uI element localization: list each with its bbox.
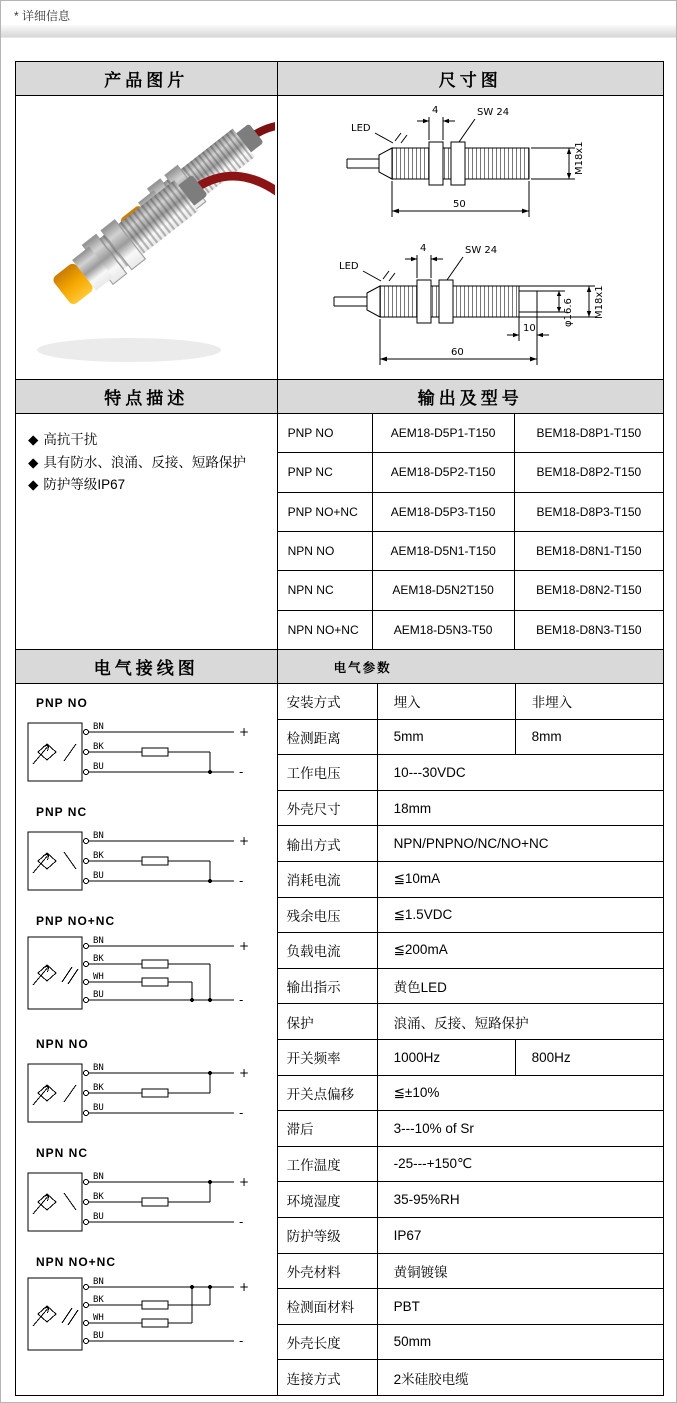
page-title: * 详细信息	[14, 9, 71, 23]
param-row	[278, 1254, 663, 1290]
product-photo-image	[17, 98, 275, 378]
dim-nut-width-label: 4	[419, 242, 427, 254]
param-value-1: ≦1.5VDC	[393, 906, 453, 922]
param-row	[278, 826, 663, 862]
param-row	[278, 1289, 663, 1325]
model-number-a: AEM18-D5N1-T150	[373, 532, 515, 570]
wire-label: BK	[93, 1295, 104, 1305]
param-value-1: NPN/PNPNO/NC/NO+NC	[393, 836, 549, 852]
wiring-svg	[24, 712, 266, 790]
dim-nut-width-label: 4	[431, 104, 439, 116]
model-number-a: AEM18-D5N2T150	[373, 571, 515, 609]
diamond-bullet-icon: ◆	[28, 454, 39, 470]
wire-label: BK	[93, 1083, 104, 1093]
load-resistor	[142, 978, 168, 986]
feature-item	[28, 430, 267, 450]
dim-thread-label: M18x1	[593, 284, 605, 319]
param-label: 输出方式	[278, 826, 378, 861]
feature-text: 高抗干扰	[43, 432, 98, 447]
param-label: 连接方式	[278, 1360, 378, 1395]
load-resistor	[142, 1301, 168, 1309]
wire-label: BK	[93, 851, 104, 861]
wiring-svg	[24, 1271, 266, 1363]
photo-dimension-row	[16, 96, 664, 380]
wire-label: BU	[93, 990, 104, 1000]
wiring-diagram	[24, 1255, 273, 1368]
param-value-1: 3---10% of Sr	[393, 1120, 474, 1136]
spec-table	[15, 61, 664, 1396]
param-label: 输出指示	[278, 969, 378, 1004]
model-number-b: BEM18-D8P1-T150	[536, 426, 642, 441]
param-row	[278, 684, 663, 720]
polarity-label: +	[239, 1280, 250, 1294]
load-resistor	[142, 857, 168, 865]
header-output-models: 输出及型号	[278, 380, 664, 414]
param-value-2: 800Hz	[531, 1049, 571, 1065]
feature-item	[28, 475, 267, 495]
model-output-type: NPN NO	[278, 532, 373, 570]
polarity-label: -	[239, 1106, 244, 1120]
divider-strip	[1, 25, 676, 38]
param-value-1: 35-95%RH	[393, 1192, 460, 1208]
wire-label: BN	[93, 1172, 104, 1182]
model-row	[278, 611, 663, 649]
wire-label: BN	[93, 831, 104, 841]
wiring-svg	[24, 821, 266, 899]
wire-label: BK	[93, 1192, 104, 1202]
load-resistor	[142, 748, 168, 756]
header-row-3	[16, 650, 664, 684]
model-number-b: BEM18-D8N1-T150	[536, 544, 642, 559]
param-label: 工作电压	[278, 755, 378, 790]
wiring-diagram	[24, 805, 273, 904]
param-row	[278, 862, 663, 898]
wiring-diagram	[24, 1037, 273, 1136]
wiring-params-row	[16, 684, 664, 1396]
param-value-1: 50mm	[393, 1334, 432, 1350]
load-resistor	[142, 1319, 168, 1327]
wire-label: WH	[93, 972, 104, 982]
wiring-diagram-title: PNP NO	[36, 696, 88, 710]
wire-label: BU	[93, 1103, 104, 1113]
model-number-a: AEM18-D5P3-T150	[373, 493, 515, 531]
feature-text: 防护等级IP67	[43, 477, 126, 493]
wire-label: BK	[93, 954, 104, 964]
feature-item	[28, 453, 267, 473]
param-value-1: 浪涌、反接、短路保护	[393, 1015, 529, 1031]
dim-led-label: LED	[350, 122, 371, 134]
load-resistor	[142, 1198, 168, 1206]
model-number-b: BEM18-D8P3-T150	[536, 504, 642, 519]
model-row	[278, 493, 663, 532]
param-label: 消耗电流	[278, 862, 378, 897]
wiring-diagram-title: PNP NC	[36, 805, 88, 819]
output-models-table	[278, 414, 664, 650]
param-row	[278, 898, 663, 934]
wiring-svg	[24, 930, 266, 1022]
param-label: 检测距离	[278, 720, 378, 755]
param-row	[278, 1111, 663, 1147]
model-number-a: AEM18-D5P1-T150	[373, 414, 515, 452]
param-label: 开关点偏移	[278, 1076, 378, 1111]
polarity-label: +	[239, 725, 250, 739]
wiring-diagram-title: NPN NC	[36, 1146, 89, 1160]
header-product-image: 产品图片	[16, 62, 278, 96]
polarity-label: +	[239, 1175, 250, 1189]
wire-label: BN	[93, 936, 104, 946]
param-label: 工作温度	[278, 1147, 378, 1182]
polarity-label: +	[239, 834, 250, 848]
param-value-2: 8mm	[531, 729, 562, 745]
param-label: 防护等级	[278, 1218, 378, 1253]
param-row	[278, 933, 663, 969]
param-row	[278, 1147, 663, 1183]
model-number-b: BEM18-D8N3-T150	[536, 622, 642, 637]
wire-label: BK	[93, 742, 104, 752]
wiring-diagram-title: NPN NO	[36, 1037, 89, 1051]
param-label: 残余电压	[278, 898, 378, 933]
model-row	[278, 453, 663, 492]
wiring-diagram-title: NPN NO+NC	[36, 1255, 117, 1269]
param-row	[278, 1360, 663, 1395]
model-number-a: AEM18-D5N3-T50	[373, 611, 515, 649]
header-electrical-params: 电气参数	[278, 650, 664, 684]
model-number-a: AEM18-D5P2-T150	[373, 453, 515, 491]
polarity-label: -	[239, 1215, 244, 1229]
param-label: 外壳长度	[278, 1325, 378, 1360]
param-label: 保护	[278, 1004, 378, 1039]
dim-length-label: 50	[452, 198, 466, 210]
wiring-svg	[24, 1162, 266, 1240]
wire-label: WH	[93, 1313, 104, 1323]
product-photo	[16, 96, 278, 380]
load-resistor	[142, 960, 168, 968]
param-row	[278, 720, 663, 756]
param-label: 外壳材料	[278, 1254, 378, 1289]
model-output-type: PNP NC	[278, 453, 373, 491]
wiring-svg	[24, 1053, 266, 1131]
header-dimension: 尺寸图	[278, 62, 664, 96]
param-row	[278, 1325, 663, 1361]
features-models-row	[16, 414, 664, 650]
param-value-1: 黄铜镀镍	[393, 1264, 448, 1280]
header-wiring: 电气接线图	[16, 650, 278, 684]
dim-length-label: 60	[450, 346, 464, 358]
diamond-bullet-icon: ◆	[28, 477, 39, 493]
dimension-diagrams	[278, 96, 664, 380]
param-value-1: ≦±10%	[393, 1084, 440, 1100]
param-value-1: -25---+150℃	[393, 1156, 473, 1172]
param-row	[278, 791, 663, 827]
dim-wrench-label: SW 24	[476, 106, 509, 118]
dim-led-label: LED	[338, 260, 359, 272]
diamond-bullet-icon: ◆	[28, 432, 39, 447]
param-label: 安装方式	[278, 684, 378, 719]
wire-label: BN	[93, 722, 104, 732]
wiring-diagram-title: PNP NO+NC	[36, 914, 116, 928]
polarity-label: -	[239, 874, 244, 888]
polarity-label: -	[239, 765, 244, 779]
wiring-diagram	[24, 1146, 273, 1245]
wire-label: BU	[93, 871, 104, 881]
param-row	[278, 1218, 663, 1254]
param-value-1: 10---30VDC	[393, 764, 466, 780]
polarity-label: -	[239, 993, 244, 1007]
wiring-diagram	[24, 914, 273, 1027]
polarity-label: +	[239, 1066, 250, 1080]
param-row	[278, 1004, 663, 1040]
dim-thread-label: M18x1	[573, 140, 585, 175]
param-row	[278, 1182, 663, 1218]
param-value-1: 埋入	[378, 684, 516, 719]
param-label: 滞后	[278, 1111, 378, 1146]
param-value-1: 1000Hz	[378, 1040, 516, 1075]
param-label: 环境湿度	[278, 1182, 378, 1217]
model-row	[278, 532, 663, 571]
wire-label: BU	[93, 1212, 104, 1222]
param-value-1: 18mm	[393, 800, 432, 816]
param-label: 开关频率	[278, 1040, 378, 1075]
wiring-diagrams	[16, 684, 278, 1396]
header-row-1	[16, 62, 664, 96]
param-value-1: PBT	[393, 1298, 420, 1314]
param-row	[278, 1076, 663, 1112]
model-number-b: BEM18-D8N2-T150	[536, 583, 642, 598]
model-row	[278, 414, 663, 453]
model-output-type: PNP NO	[278, 414, 373, 452]
param-value-1: 黄色LED	[393, 980, 447, 996]
param-label: 负载电流	[278, 933, 378, 968]
param-row	[278, 755, 663, 791]
polarity-label: -	[239, 1334, 244, 1348]
param-value-2: 非埋入	[531, 695, 573, 711]
load-resistor	[142, 1089, 168, 1097]
wiring-diagram	[24, 696, 273, 795]
param-value-1: ≦200mA	[393, 942, 448, 958]
param-value-1: 2米硅胶电缆	[393, 1371, 469, 1387]
header-row-2	[16, 380, 664, 414]
dim-diameter-label: φ16.6	[562, 297, 574, 327]
param-label: 外壳尺寸	[278, 791, 378, 826]
param-value-1: IP67	[393, 1227, 422, 1243]
wire-label: BU	[93, 762, 104, 772]
header-features: 特点描述	[16, 380, 278, 414]
features-list	[16, 414, 278, 650]
param-label: 检测面材料	[278, 1289, 378, 1324]
polarity-label: +	[239, 939, 250, 953]
model-number-b: BEM18-D8P2-T150	[536, 465, 642, 480]
dim-tip-label: 10	[522, 322, 536, 334]
model-output-type: NPN NO+NC	[278, 611, 373, 649]
dim-wrench-label: SW 24	[464, 244, 497, 256]
param-row	[278, 1040, 663, 1076]
dimension-drawing-nonflush	[279, 237, 662, 379]
model-output-type: NPN NC	[278, 571, 373, 609]
feature-text: 具有防水、浪涌、反接、短路保护	[43, 454, 246, 470]
wire-label: BU	[93, 1331, 104, 1341]
param-value-1: ≦10mA	[393, 871, 441, 887]
model-row	[278, 571, 663, 610]
wire-label: BN	[93, 1277, 104, 1287]
electrical-params-table	[278, 684, 664, 1396]
param-value-1: 5mm	[378, 720, 516, 755]
wire-label: BN	[93, 1063, 104, 1073]
dimension-drawing-flush	[279, 97, 662, 233]
model-output-type: PNP NO+NC	[278, 493, 373, 531]
param-row	[278, 969, 663, 1005]
